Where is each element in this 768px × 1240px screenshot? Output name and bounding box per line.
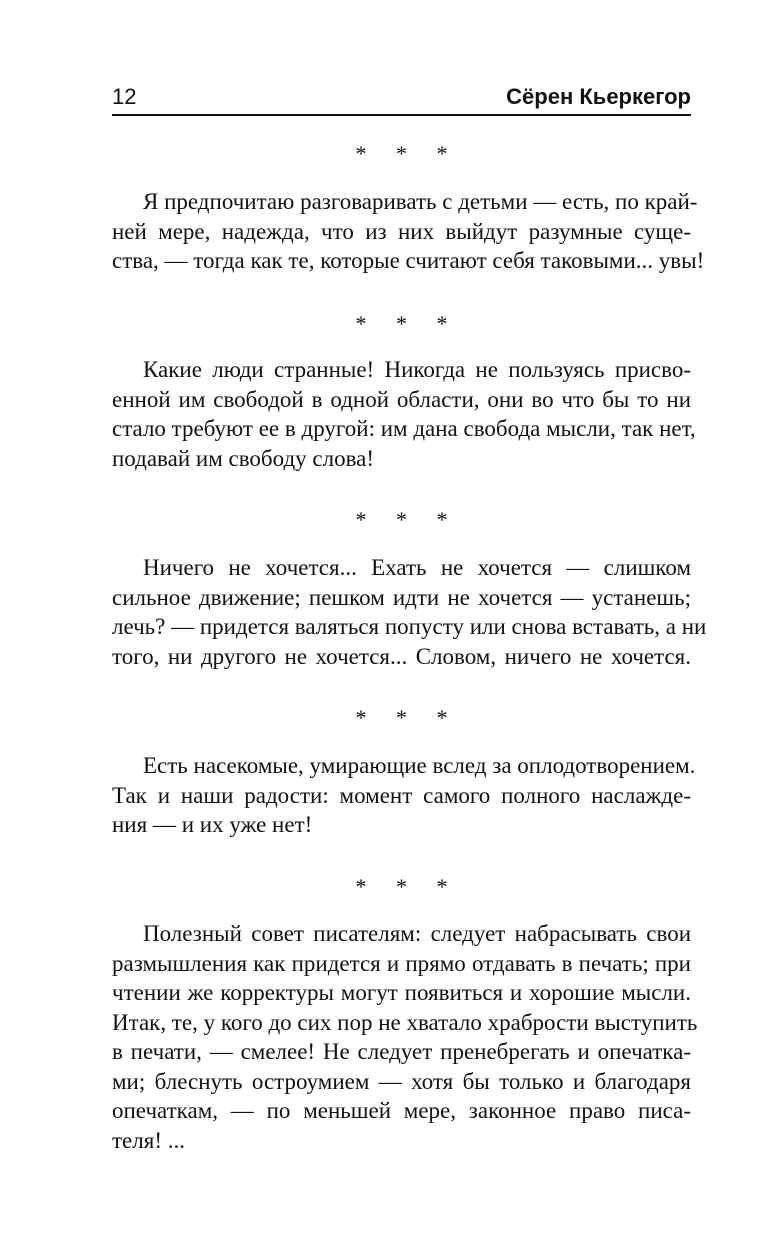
- paragraph-line: стало требуют ее в другой: им дана свобода мысли, так нет,: [112, 416, 696, 441]
- paragraph-line: в печати, — смелее! Не следует пренебрегать и опечатка-: [112, 1039, 691, 1064]
- paragraph-line: Я предпочитаю разговаривать с детьми — есть, по край-: [143, 189, 698, 214]
- paragraph-line: размышления как придется и прямо отдавать в печать; при: [112, 950, 691, 976]
- paragraph-line: опечаткам, — по меньшей мере, законное право писа-: [112, 1098, 691, 1123]
- section-separator: * * *: [355, 507, 460, 532]
- paragraph-line: енной им свободой в одной области, они во что бы то ни: [112, 386, 691, 412]
- paragraph-line: чтении же корректуры могут появиться и хорошие мысли.: [112, 980, 691, 1005]
- aphorism-paragraph: [112, 751, 696, 840]
- aphorism-paragraph: [112, 919, 698, 1155]
- header-rule: [112, 114, 691, 116]
- paragraph-line: Так и наши радости: момент самого полного наслажде-: [112, 782, 691, 808]
- paragraph-line: ния — и их уже нет!: [112, 812, 313, 837]
- paragraph-line: теля! ...: [112, 1127, 185, 1153]
- section-separator: * * *: [355, 311, 460, 336]
- paragraph-line: Итак, те, у кого до сих пор не хватало храбрости выступить: [112, 1009, 698, 1035]
- paragraph-line: Какие люди странные! Никогда не пользуясь присво-: [143, 357, 691, 382]
- section-separator: * * *: [355, 705, 460, 730]
- aphorism-paragraph: [112, 187, 705, 276]
- section-separator: * * *: [355, 874, 460, 899]
- paragraph-line: лечь? — придется валяться попусту или снова вставать, а ни: [112, 614, 707, 639]
- page-header: [112, 84, 691, 116]
- paragraph-line: Полезный совет писателям: следует набрасывать свои: [143, 921, 691, 946]
- aphorism-paragraph: [112, 553, 707, 671]
- paragraph-line: сильное движение; пешком идти не хочется — устанешь;: [112, 584, 691, 610]
- paragraph-line: ства, — тогда как те, которые считают себя таковыми... увы!: [112, 248, 705, 273]
- paragraph-line: того, ни другого не хочется... Словом, ничего не хочется.: [112, 643, 691, 669]
- paragraph-line: Ничего не хочется... Ехать не хочется — слишком: [143, 555, 691, 580]
- running-title-author: Сёрен Кьеркегор: [506, 84, 691, 109]
- page-number: 12: [112, 84, 137, 109]
- section-separator: * * *: [355, 141, 460, 166]
- paragraph-line: ми; блеснуть остроумием — хотя бы только и благодаря: [112, 1068, 691, 1094]
- paragraph-line: ней мере, надежда, что из них выйдут разумные суще-: [112, 218, 691, 244]
- paragraph-line: Есть насекомые, умирающие вслед за оплодотворением.: [143, 753, 696, 778]
- paragraph-line: подавай им свободу слова!: [112, 445, 375, 471]
- aphorism-paragraph: [112, 355, 696, 473]
